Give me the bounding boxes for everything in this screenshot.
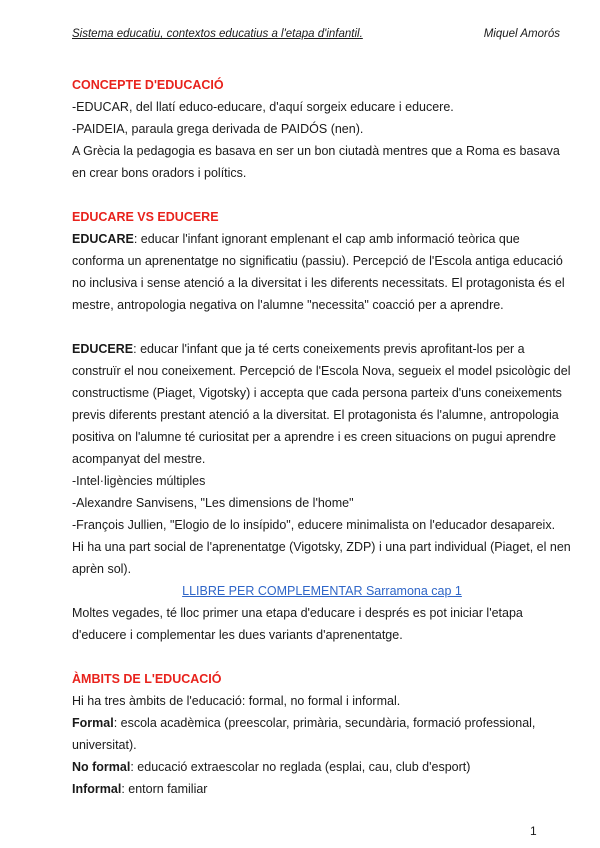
section-heading-ambits: ÀMBITS DE L'EDUCACIÓ	[72, 672, 222, 686]
link-container	[72, 580, 572, 602]
document-title: Sistema educatiu, contextos educatius a l'etapa d'infantil.	[72, 28, 363, 40]
paragraph-educere: EDUCERE: educar l'infant que ja té certs coneixements previs aprofitant-los per a construïr el nou coneixement. Percepció de l'Escola Nova, segueix el model psicològic del constructisme (Piaget, Vigotsky) i accepta que cada persona parteix d'uns coneixements previs diferents prestant atenció a la diversitat. El protagonista és l'alumne, antropologia positiva on l'alumne té curiositat per a aprendre i es creen situacions on pugui aprendre acompanyat del mestre.	[72, 342, 571, 466]
paragraph-informal: Informal: entorn familiar	[72, 782, 208, 796]
paragraph-paideia: -PAIDEIA, paraula grega derivada de PAIDÓS (nen).	[72, 122, 364, 136]
page-number: 1	[530, 824, 537, 838]
term-educare: EDUCARE	[72, 232, 134, 246]
paragraph-grecia: A Grècia la pedagogia es basava en ser un bon ciutadà mentres que a Roma es basava en crear bons oradors i polítics.	[72, 144, 560, 180]
term-no-formal: No formal	[72, 760, 131, 774]
paragraph-no-formal: No formal: educació extraescolar no reglada (esplai, cau, club d'esport)	[72, 760, 471, 774]
term-educere: EDUCERE	[72, 342, 134, 356]
document-body	[72, 74, 572, 800]
paragraph-ambits-intro: Hi ha tres àmbits de l'educació: formal, no formal i informal.	[72, 694, 401, 708]
paragraph-formal: Formal: escola acadèmica (preescolar, primària, secundària, formació professional, universitat).	[72, 716, 536, 752]
term-formal: Formal	[72, 716, 114, 730]
paragraph-educare: EDUCARE: educar l'infant ignorant emplenant el cap amb informació teòrica que conforma un aprenentatge no significatiu (passiu). Percepció de l'Escola antiga educació no inclusiva i sense atenció a la diversitat i les diferents necessitats. El protagonista és el mestre, antropologia negativa on l'alumne "necessita" coacció per a aprendre.	[72, 232, 565, 312]
list-item-sanvisens: -Alexandre Sanvisens, "Les dimensions de l'home"	[72, 496, 354, 510]
paragraph-moltes-vegades: Moltes vegades, té lloc primer una etapa d'educare i després es pot iniciar l'etapa d'educere i complementar les dues variants d'aprenentatge.	[72, 606, 523, 642]
term-informal: Informal	[72, 782, 122, 796]
list-item-intel: -Intel·ligències múltiples	[72, 474, 206, 488]
section-heading-concepte: CONCEPTE D'EDUCACIÓ	[72, 78, 224, 92]
section-heading-educare-vs-educere: EDUCARE VS EDUCERE	[72, 210, 219, 224]
page-header	[72, 28, 560, 40]
paragraph-social: Hi ha una part social de l'aprenentatge (Vigotsky, ZDP) i una part individual (Piaget, el nen aprèn sol).	[72, 540, 571, 576]
sarramona-link[interactable]: LLIBRE PER COMPLEMENTAR Sarramona cap 1	[182, 584, 462, 598]
author-name: Miquel Amorós	[483, 28, 560, 40]
list-item-jullien: -François Jullien, "Elogio de lo insípido", educere minimalista on l'educador desapareix.	[72, 518, 556, 532]
paragraph-educar: -EDUCAR, del llatí educo-educare, d'aquí sorgeix educare i educere.	[72, 100, 454, 114]
